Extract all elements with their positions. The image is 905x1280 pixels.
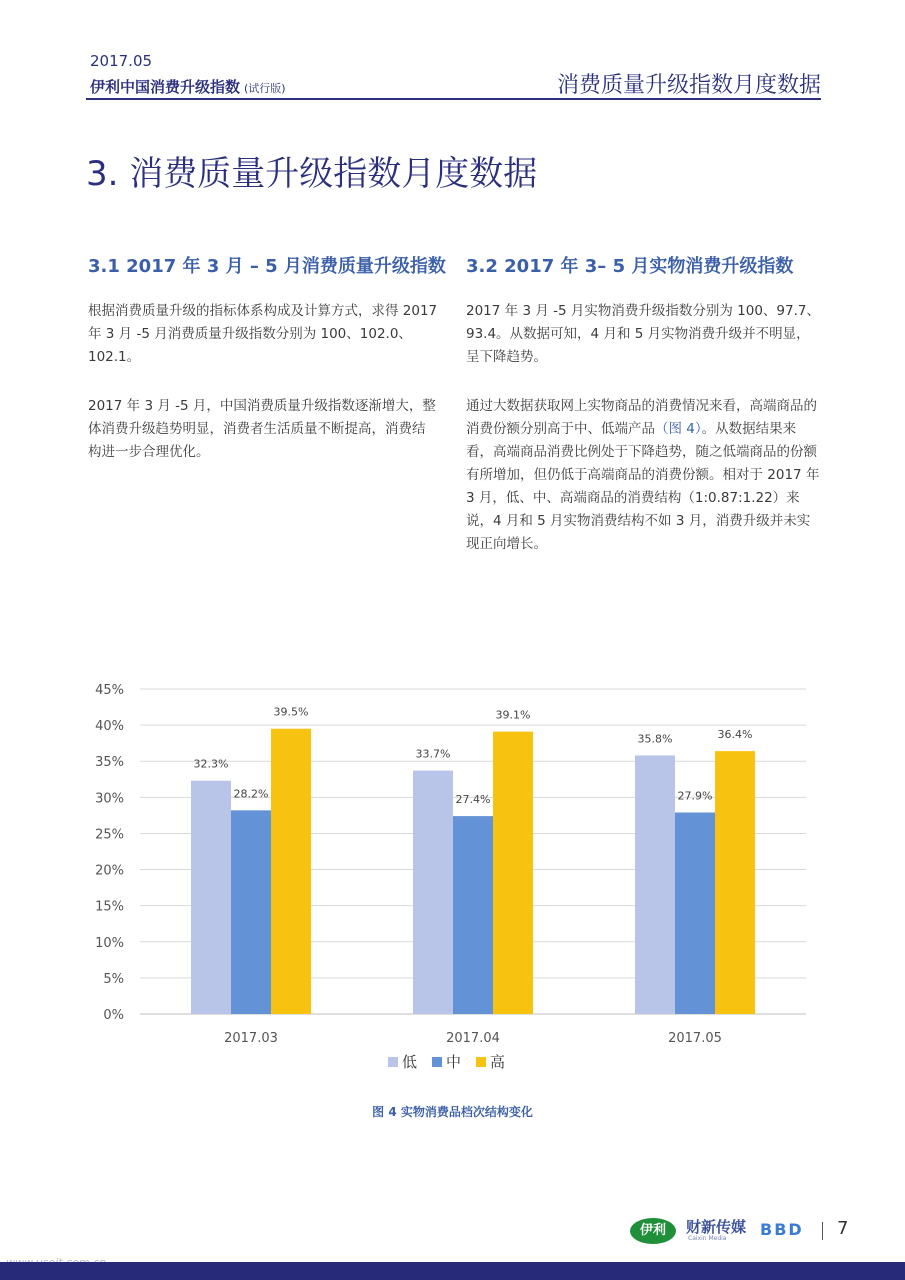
y-tick-label: 10% — [95, 935, 124, 951]
header-divider — [86, 98, 821, 100]
y-tick-label: 35% — [95, 755, 124, 771]
paragraph-2-text-a: 通过大数据获取网上实物商品的消费情况来看，高端商品的消费份额分别高于中、低端产品 — [466, 398, 817, 437]
data-label: 39.1% — [495, 708, 531, 722]
section-3-2-paragraph-2 — [466, 395, 820, 556]
y-tick-label: 25% — [95, 827, 124, 843]
bar — [635, 755, 675, 1014]
x-tick-label: 2017.03 — [224, 1031, 278, 1046]
y-tick-label: 20% — [95, 863, 124, 879]
section-3-1-title: 3.1 2017 年 3 月 – 5 月消费质量升级指数 — [88, 256, 446, 277]
section-3-1-paragraph-2: 2017 年 3 月 -5 月，中国消费质量升级指数逐渐增大，整体消费升级趋势明显，消费者生活质量不断提高，消费结构进一步合理优化。 — [88, 398, 436, 460]
data-label: 28.2% — [233, 787, 269, 801]
y-tick-label: 40% — [95, 719, 124, 735]
y-tick-label: 45% — [95, 683, 124, 698]
data-label: 39.5% — [273, 705, 309, 719]
figure-4-reference: （图 4） — [655, 421, 702, 437]
paragraph-2-text-b: 。从数据结果来看，高端商品消费比例处于下降趋势，随之低端商品的份额有所增加，但仍低于高端商品的消费份额。相对于 2017 年 3 月，低、中、高端商品的消费结构（1:0.87:1.22）来说，4 月和 5 月实物消费结构不如 3 月，消费升级并未实现正向增长。 — [466, 421, 820, 552]
header-brand — [90, 76, 286, 97]
legend-swatch — [476, 1057, 486, 1067]
legend-swatch — [388, 1057, 398, 1067]
figure-caption: 图 4 实物消费品档次结构变化 — [372, 1105, 533, 1119]
y-tick-label: 5% — [103, 971, 124, 987]
bbd-logo: BBD — [760, 1220, 804, 1239]
page-number: 7 — [837, 1218, 849, 1239]
header-brand-trial: (试行版) — [244, 82, 286, 95]
data-label: 36.4% — [717, 728, 753, 742]
bar — [715, 751, 755, 1014]
section-3-2-title: 3.2 2017 年 3– 5 月实物消费升级指数 — [466, 256, 794, 277]
data-label: 32.3% — [193, 757, 229, 771]
caixin-logo-subtitle: Caixin Media — [688, 1235, 727, 1242]
data-label: 27.4% — [455, 793, 491, 807]
bar-chart — [0, 670, 905, 1090]
data-label: 27.9% — [677, 789, 713, 803]
section-3-1-paragraph-1: 根据消费质量升级的指标体系构成及计算方式，求得 2017 年 3 月 -5 月消费质量升级指数分别为 100、102.0、102.1。 — [88, 303, 438, 365]
legend-label: 中 — [446, 1053, 462, 1071]
y-tick-label: 0% — [103, 1008, 124, 1023]
y-tick-label: 30% — [95, 791, 124, 807]
section-3-2-paragraph-1: 2017 年 3 月 -5 月实物消费升级指数分别为 100、97.7、93.4。从数据可知，4 月和 5 月实物消费升级并不明显，呈下降趋势。 — [466, 303, 820, 365]
y-tick-label: 15% — [95, 899, 124, 915]
bar — [271, 729, 311, 1014]
footer-bar — [0, 1262, 905, 1280]
page-title: 3. 消费质量升级指数月度数据 — [86, 154, 538, 194]
x-tick-label: 2017.05 — [668, 1031, 722, 1046]
data-label: 35.8% — [637, 732, 673, 746]
bar — [231, 810, 271, 1014]
header-section-title: 消费质量升级指数月度数据 — [556, 73, 821, 98]
legend-label: 高 — [490, 1053, 506, 1071]
data-label: 33.7% — [415, 747, 451, 761]
header-brand-name: 伊利中国消费升级指数 — [90, 78, 241, 96]
legend-swatch — [432, 1057, 442, 1067]
yili-logo: 伊利 — [630, 1218, 676, 1244]
bar — [675, 813, 715, 1015]
x-tick-label: 2017.04 — [446, 1031, 500, 1046]
legend-label: 低 — [402, 1053, 418, 1071]
bar — [413, 771, 453, 1014]
bar — [191, 781, 231, 1014]
bar — [453, 816, 493, 1014]
bar — [493, 732, 533, 1014]
footer-separator — [822, 1222, 823, 1240]
header-date: 2017.05 — [90, 52, 153, 70]
caixin-logo: 财新传媒 — [686, 1218, 747, 1236]
footer-logos — [630, 1216, 870, 1246]
